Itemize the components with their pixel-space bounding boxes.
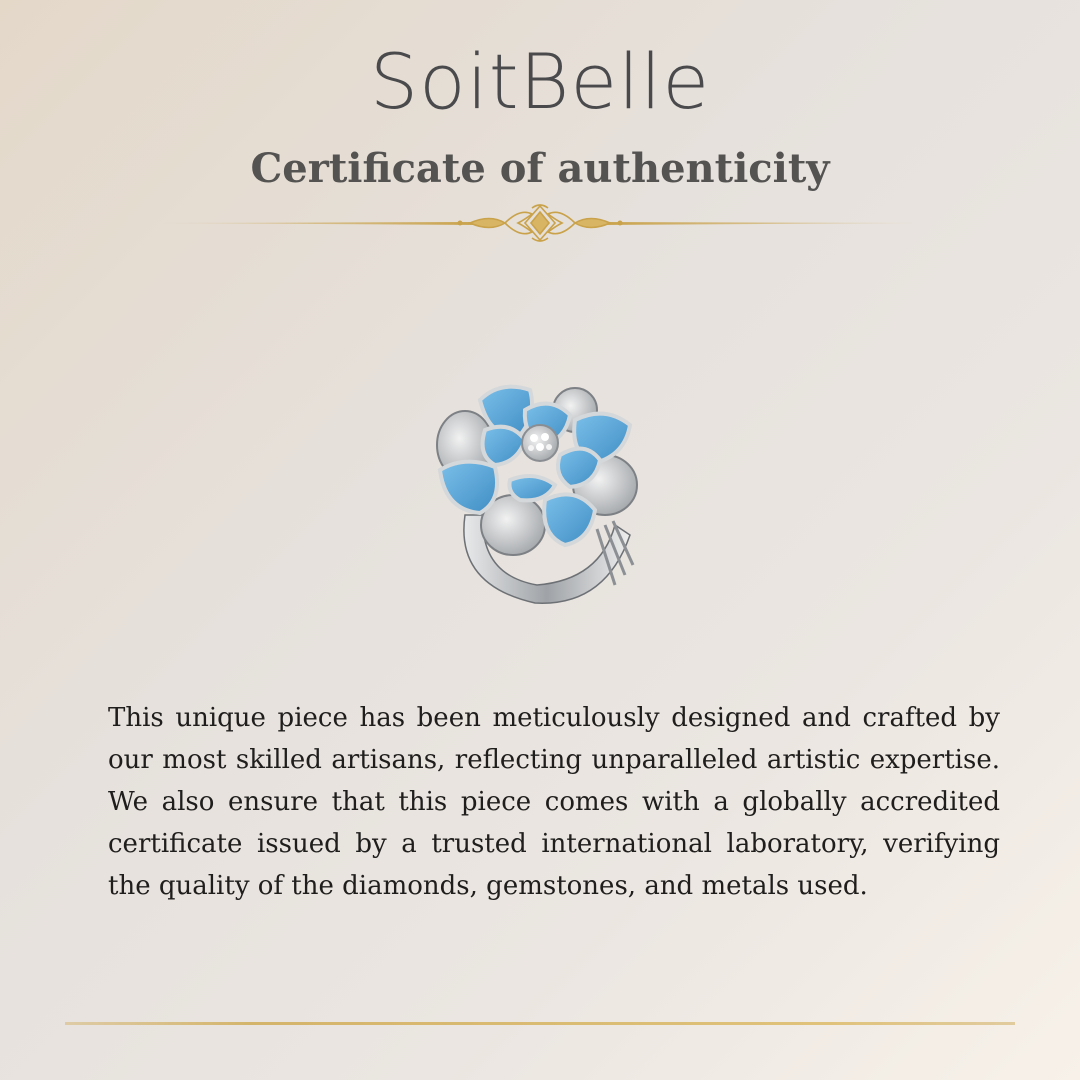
- footer-divider: [65, 1022, 1015, 1025]
- description-text: This unique piece has been meticulously designed and crafted by our most skilled artisans, reflecting unparalleled artistic expertise. We also ensure that this piece comes with a globally accredited certificate issued by a trusted international laboratory, verifying the quality of the diamonds, gemstones, and metals used.: [108, 703, 1000, 901]
- page-title: Certificate of authenticity: [250, 145, 830, 192]
- gold-ornament-divider-icon: [160, 200, 920, 248]
- logo: SoitBelle: [369, 37, 711, 126]
- flower-ring-icon: [425, 375, 655, 615]
